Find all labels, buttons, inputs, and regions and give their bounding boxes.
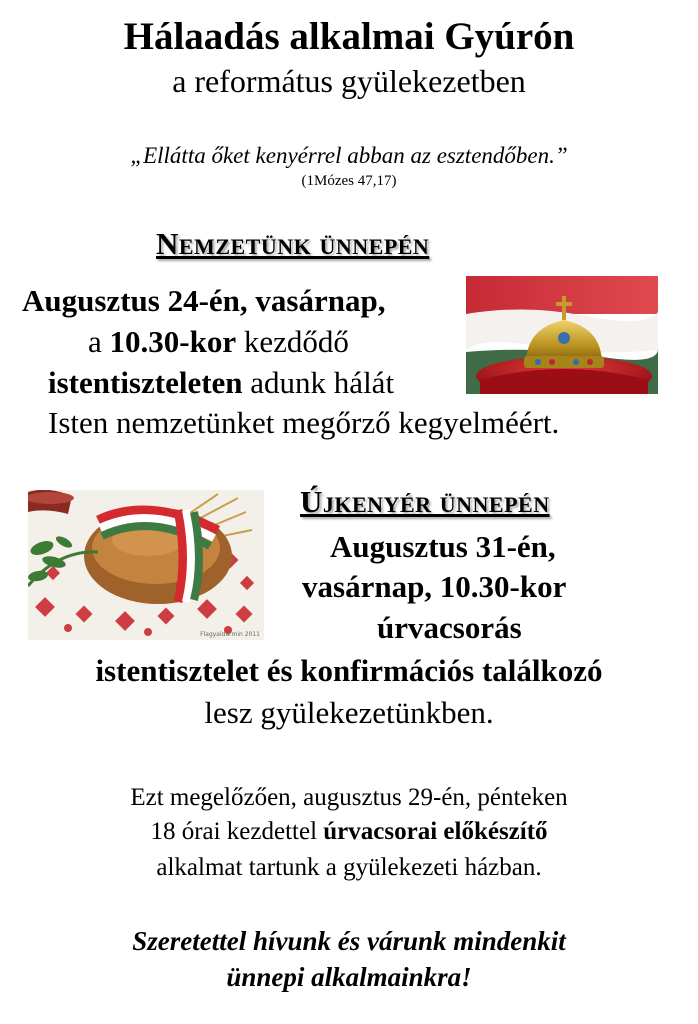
section2-line1: Augusztus 31-én, bbox=[330, 529, 556, 564]
bread-photo bbox=[28, 490, 264, 640]
page-subtitle: a református gyülekezetben bbox=[172, 63, 526, 99]
section3-line2-pre: 18 órai kezdettel bbox=[150, 818, 324, 845]
page-title: Hálaadás alkalmai Gyúrón bbox=[123, 15, 575, 58]
section1-heading: Nemzetünk ünnepén bbox=[156, 226, 430, 261]
section3-line2 bbox=[0, 816, 698, 848]
holy-crown-image bbox=[466, 276, 658, 394]
section1-time: 10.30-kor bbox=[109, 324, 237, 359]
closing-line1: Szeretettel hívunk és várunk mindenkit bbox=[132, 926, 566, 956]
section2-line5: lesz gyülekezetünkben. bbox=[204, 695, 494, 730]
bread-image bbox=[28, 490, 264, 640]
section2-line2: vasárnap, 10.30-kor bbox=[302, 569, 567, 604]
section3-line1: Ezt megelőzően, augusztus 29-én, pénteken bbox=[130, 784, 568, 811]
section2-heading: Újkenyér ünnepén bbox=[300, 484, 550, 519]
section1-line2-pre: a bbox=[88, 324, 110, 359]
section1-line4: Isten nemzetünket megőrző kegyelméért. bbox=[48, 405, 560, 440]
section3-line3: alkalmat tartunk a gyülekezeti házban. bbox=[156, 854, 542, 881]
bible-quote: „Ellátta őket kenyérrel abban az esztendőben.” bbox=[130, 143, 568, 168]
crown-photo bbox=[466, 276, 658, 394]
section2-line3: úrvacsorás bbox=[377, 610, 522, 645]
section1-line3 bbox=[48, 364, 394, 402]
section1-line3-rest: adunk hálát bbox=[242, 365, 395, 400]
photo-credit: Flagyaldarmin 2011 bbox=[200, 631, 260, 638]
section1-line2 bbox=[88, 323, 349, 361]
section1-day: , vasárnap, bbox=[239, 283, 386, 318]
section1-line2-rest: kezdődő bbox=[236, 324, 349, 359]
closing-line2: ünnepi alkalmainkra! bbox=[226, 962, 472, 992]
section2-line4: istentisztelet és konfirmációs találkozó bbox=[95, 653, 603, 688]
bible-quote-reference: (1Mózes 47,17) bbox=[301, 173, 397, 189]
section1-line1 bbox=[22, 282, 385, 320]
section1-date: Augusztus 24-én bbox=[22, 283, 240, 318]
section3-prep-service: úrvacsorai előkészítő bbox=[323, 818, 548, 845]
section1-service: istentiszteleten bbox=[48, 365, 243, 400]
